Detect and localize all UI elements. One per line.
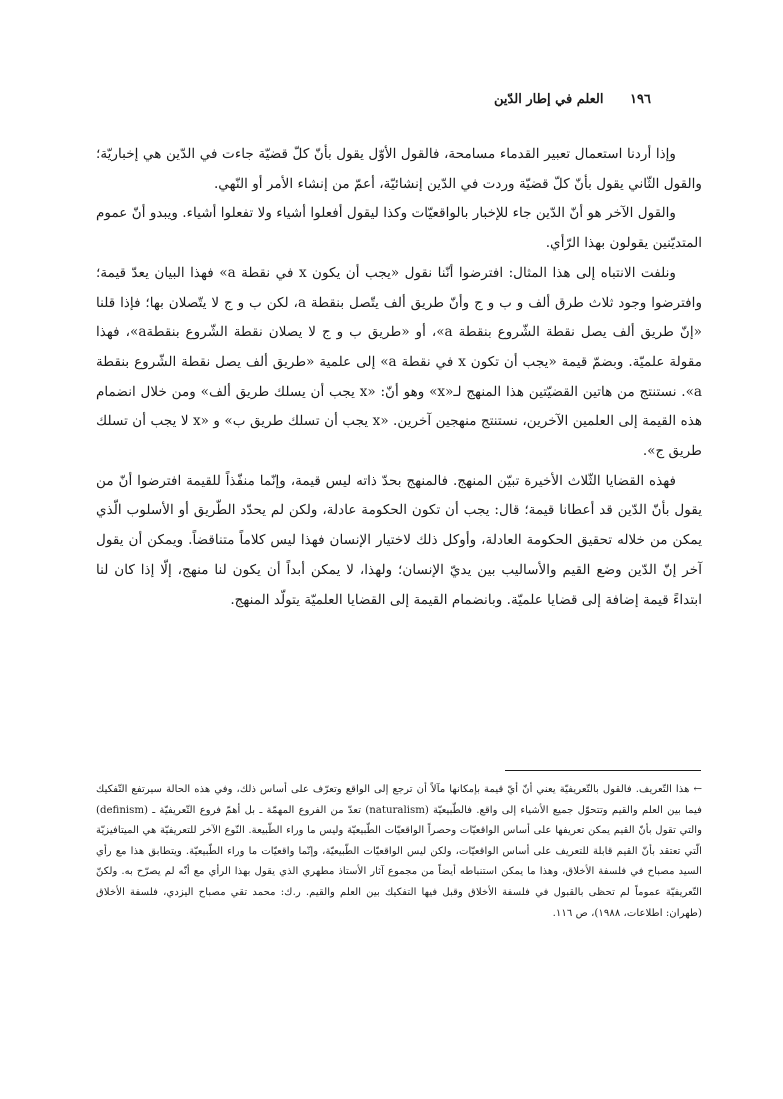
- running-header: [96, 92, 651, 107]
- footnotes: [96, 780, 702, 924]
- paragraph: والقول الآخر هو أنّ الدّين جاء للإخبار بالواقعيّات وكذا ليقول أفعلوا أشياء ولا تفعلوا أشياء. ويبدو أنّ عموم المتديّنين يقولون بهذا الرّأي.: [96, 205, 702, 252]
- paragraph: وإذا أردنا استعمال تعبير القدماء مسامحة، فالقول الأوّل يقول بأنّ كلّ قضيّة جاءت في الدّين هي إخباريّة؛ والقول الثّاني يقول بأنّ كلّ قضيّة وردت في الدّين إنشائيّة، أعمّ من إنشاء الأمر أو النّهي.: [96, 146, 702, 192]
- running-title: العلم في إطار الدّين: [493, 92, 604, 107]
- paragraph: ونلفت الانتباه إلى هذا المثال: افترضوا أنّنا نقول «يجب أن يكون x في نقطة a» فهذا البيان يعدّ قيمة؛ وافترضوا وجود ثلاث طرق ألف و ب و ج وأنّ طريق ألف يتّصل بنقطة a، لكن ب و ج لا يتّصلان بها؛ فإذا قلنا «إنّ طريق ألف يصل نقطة الشّروع بنقطة a»، أو «طريق ب و ج لا يصلان نقطة الشّروع بنقطةa»، فهذا مقولة علميّة. وبضمّ قيمة «يجب أن تكون x في نقطة a» إلى علمية «طريق ألف يصل نقطة الشّروع بنقطة a». نستنتج من هاتين القضيّتين هذا المنهج لـ«x» وهو أنّ: «x يجب أن يسلك طريق ألف» ومن خلال انضمام هذه القيمة إلى العلمين الآخرين، نستنتج منهجين آخرين. «x يجب أن تسلك طريق ب» و «x لا يجب أن تسلك طريق ج».: [96, 264, 703, 460]
- page-number: ١٩٦: [630, 92, 651, 107]
- footnote-text: ← هذا التّعريف. فالقول بالتّعريفيّة يعني أنّ أيّ قيمة بإمكانها مآلاً أن ترجع إلى الواقع وتعرّف على أساس ذلك، وفي هذه الحالة سيرتفع التّفكيك فيما بين العلم والقيم وتتحوّل جميع الأشياء إلى واقع. فالطّبيعيّة (naturalism) تعدّ من الفروع المهمّة ـ بل أهمّ فروع التّعريفيّة ـ (definism) والتي تقول بأنّ القيم يمكن تعريفها على أساس الواقعيّات وحصراً الواقعيّات الطّبيعيّة وليس ما وراء الطّبيعة. النّوع الآخر للتعريفيّة هي الميتافيزيّة الّتي تعتقد بأنّ القيم قابلة للتعريف على أساس الواقعيّات، ولكن ليس الواقعيّات الطّبيعيّة، وإنّما واقعيّات ما وراء الطّبيعيّة. ويتطابق هذا مع رأي السيد مصباح في فلسفة الأخلاق، وهذا ما يمكن استنباطه أيضاً من مجموع آثار الأستاذ مطهري الذي يقول بهذا الرأي مع أنّه لم يصرّح به. ولكنّ التّعريفيّة عموماً لم تحظى بالقبول في فلسفة الأخلاق وقبل فيها التفكيك بين العلم والقيم. ر.ك: محمد تقي مصباح اليزدي، فلسفة الأخلاق (طهران: اطلاعات، ١٩٨٨)، ص ١١٦.: [96, 784, 702, 919]
- paragraph: فهذه القضايا الثّلاث الأخيرة تبيّن المنهج. فالمنهج بحدّ ذاته ليس قيمة، وإنّما منفّذاً للقيمة افترضوا أنّ من يقول بأنّ الدّين قد أعطانا قيمة؛ قال: يجب أن تكون الحكومة عادلة، ولكن لم يحدّد الطّريق أو الأسلوب الّذي يمكن من خلاله تحقيق الحكومة العادلة، وأوكل ذلك لاختيار الإنسان فهذا ليس كلاماً متناقضاً. ويمكن أن يقول آخر إنّ الدّين وضع القيم والأساليب بين يديّ الإنسان؛ ولهذا، لا يمكن أبداً أن يكون لنا منهج، إلّا إذا كان لنا ابتداءً قيمة إضافة إلى قضايا علميّة. وبانضمام القيمة إلى القضايا العلميّة يتولّد المنهج.: [96, 472, 702, 608]
- footnote-divider: [505, 770, 701, 771]
- main-text: [96, 140, 702, 615]
